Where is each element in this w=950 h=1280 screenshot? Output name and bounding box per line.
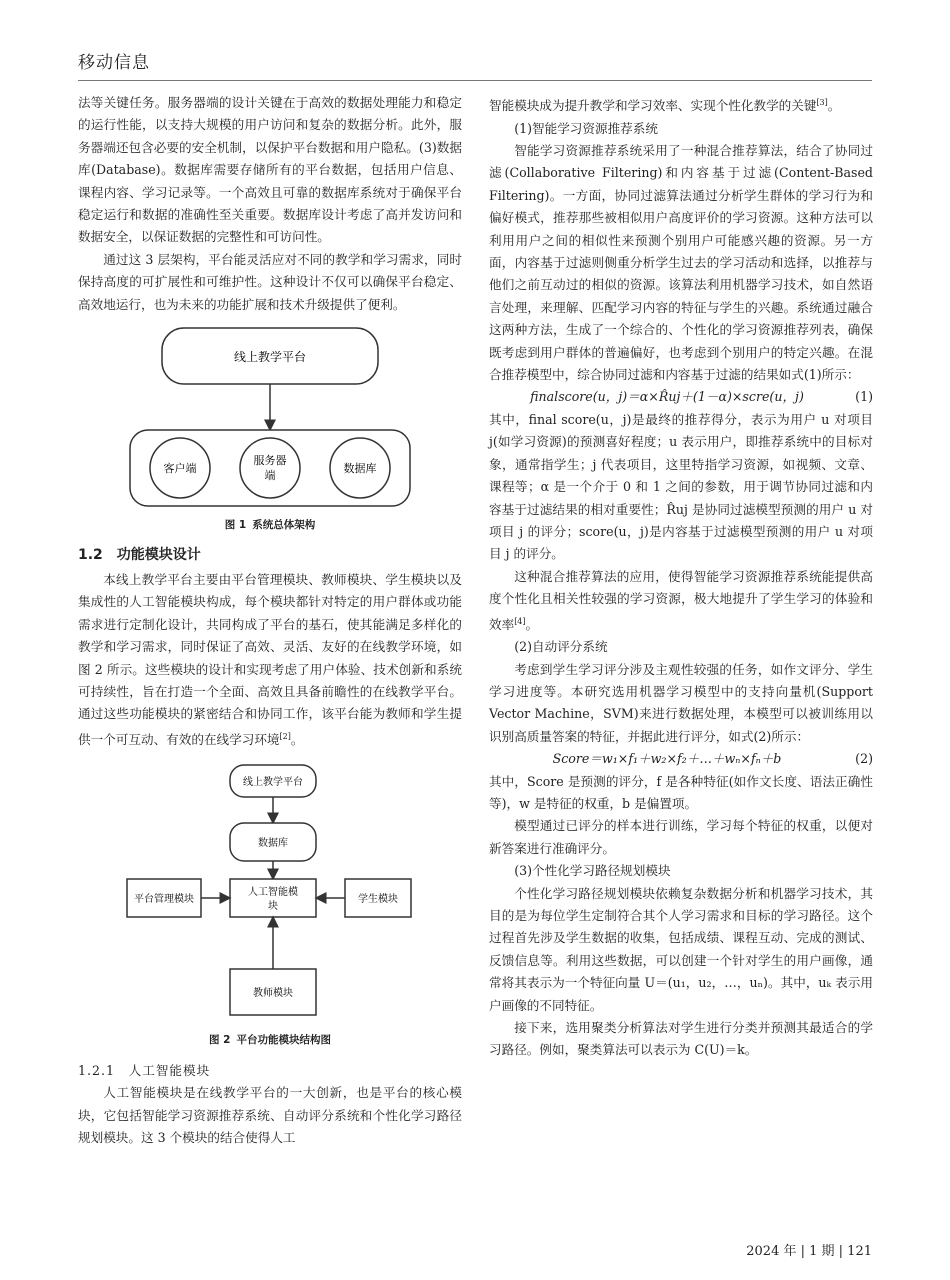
admin-module-label: 平台管理模块 (134, 894, 194, 906)
section-heading: 1.2 功能模块设计 (78, 547, 201, 564)
server-node (240, 438, 300, 498)
paragraph-text: 本线上教学平台主要由平台管理模块、教师模块、学生模块以及集成性的人工智能模块构成，每个模块都针对特定的用户群体或功能需求进行定制化设计，共同构成了平台的基石，使其能满足多样化的教学和学习需求，同时保证了高效、灵活、友好的在线教学环境，如图 2 所示。这些模块的设计和实现考虑了用户体验、技术创新和系统可持续性，旨在打造一个全面、高效且具备前瞻性的在线教学平台。通过这些功能模块的紧密结合和协同工作，该平台能为教师和学生提供一个可互动、有效的在线学习环境 (78, 571, 462, 747)
paragraph: 其中，final score(u，j)是最终的推荐得分，表示为用户 u 对项目 j(如学习资源)的预测喜好程度；u 表示用户，即推荐系统中的目标对象，通常指学生；j 代表项目，这里特指学习资源，如视频、文章、课程等；α 是一个介于 0 和 1 之间的参数，用于调节协同过滤和内容基于过滤结果的相对重要性；R̂uj 是协同过滤模型预测的用户 u 对项目 j 的评分；score(u，j)是内容基于过滤模型预测的用户 u 对项目 j 的评分。 (489, 411, 873, 562)
ai-module-label: 人工智能模 (248, 887, 298, 899)
paragraph-text: 这种混合推荐算法的应用，使得智能学习资源推荐系统能提供高度个性化且相关性较强的学习资源，极大地提升了学生学习的体验和效率 (489, 568, 873, 632)
header-rule (78, 80, 872, 81)
equation-number: (1) (855, 389, 873, 405)
journal-title: 移动信息 (78, 53, 150, 73)
citation: [4] (514, 616, 526, 626)
caption-text: 平台功能模块结构图 (236, 1034, 331, 1047)
paragraph: 接下来，选用聚类分析算法对学生进行分类并预测其最适合的学习路径。例如，聚类算法可以表示为 C(U)＝k。 (489, 1020, 873, 1058)
caption-label: 图 2 (209, 1034, 231, 1047)
teacher-module-label: 教师模块 (253, 988, 293, 1000)
platform-node-label: 线上教学平台 (233, 350, 307, 365)
architecture-diagram (120, 326, 420, 510)
citation: [3] (816, 98, 828, 107)
database-node-label: 数据库 (258, 838, 288, 850)
paragraph: 个性化学习路径规划模块依赖复杂数据分析和机器学习技术，其目的是为每位学生定制符合其个人学习需求和目标的学习路径。这个过程首先涉及学生数据的收集，包括成绩、课程互动、完成的测试、反馈信息等。利用这些数据，可以创建一个针对学生的用户画像，通常将其表示为一个特征向量 U＝(u₁，u₂，…，uₙ)。其中，uₖ 表示用户画像的不同特征。 (489, 885, 873, 1013)
figure-2 (125, 761, 415, 1025)
student-module-label: 学生模块 (358, 894, 398, 906)
subheading: (1)智能学习资源推荐系统 (514, 120, 658, 136)
paragraph (78, 569, 462, 751)
paragraph (489, 92, 873, 118)
server-node-label: 端 (264, 469, 276, 483)
right-column (489, 92, 873, 1062)
database-node-label: 数据库 (343, 462, 377, 476)
caption-label: 图 1 (224, 519, 247, 532)
paragraph-end: 。 (525, 616, 539, 632)
platform-node-label: 线上教学平台 (243, 777, 303, 789)
paragraph: 其中，Score 是预测的评分，f 是各种特征(如作文长度、语法正确性等)，w 是特征的权重，b 是偏置项。 (489, 773, 873, 811)
figure-1-caption (78, 514, 462, 536)
figure-2-caption (78, 1029, 462, 1051)
left-column (78, 92, 462, 1149)
equation-text: Score＝w₁×f₁＋w₂×f₂＋…＋wₙ×fₙ＋b (552, 751, 782, 767)
equation-1 (489, 386, 873, 408)
paragraph: 法等关键任务。服务器端的设计关键在于高效的数据处理能力和稳定的运行性能，以支持大规模的用户访问和复杂的数据分析。此外，服务器端还包含必要的安全机制，以保护平台数据和用户隐私。(3)数据库(Database)。数据库需要存储所有的平台数据，包括用户信息、课程内容、学习记录等。一个高效且可靠的数据库系统对于确保平台稳定运行和数据的准确性至关重要。数据库设计考虑了高并发访问和数据安全，以保证数据的完整性和可访问性。 (78, 95, 462, 245)
subheading: (2)自动评分系统 (514, 639, 608, 655)
page-footer: 2024 年 | 1 期 | 121 (746, 1244, 872, 1259)
citation: [2] (279, 731, 291, 741)
module-structure-diagram (125, 761, 415, 1025)
server-node-label: 服务器 (253, 454, 287, 468)
equation-2 (489, 748, 873, 770)
subsection-heading: 1.2.1 人工智能模块 (78, 1062, 211, 1078)
client-node-label: 客户端 (163, 462, 197, 476)
paragraph: 人工智能模块是在线教学平台的一大创新，也是平台的核心模块，它包括智能学习资源推荐系统、自动评分系统和个性化学习路径规划模块。这 3 个模块的结合使得人工 (78, 1085, 462, 1145)
subheading: (3)个性化学习路径规划模块 (514, 863, 671, 879)
equation-text: finalscore(u，j)＝α×R̂uj＋(1－α)×scre(u，j) (530, 389, 804, 405)
caption-text: 系统总体架构 (252, 519, 316, 532)
paragraph-end: 。 (290, 731, 304, 747)
figure-1 (120, 326, 420, 510)
paragraph (489, 566, 873, 636)
paragraph-text: 智能模块成为提升教学和学习效率、实现个性化教学的关键 (489, 98, 817, 114)
paragraph: 通过这 3 层架构，平台能灵活应对不同的教学和学习需求，同时保持高度的可扩展性和可维护性。这种设计不仅可以确保平台稳定、高效地运行，也为未来的功能扩展和技术升级提供了便利。 (78, 251, 462, 312)
ai-module-label: 块 (268, 901, 278, 913)
paragraph-end: 。 (827, 98, 841, 114)
equation-number: (2) (855, 751, 873, 767)
paragraph: 考虑到学生学习评分涉及主观性较强的任务，如作文评分、学生学习进度等。本研究选用机器学习模型中的支持向量机(Support Vector Machine，SVM)来进行数据处理，本模型可以被训练用以识别高质量答案的特征，并据此进行评分，如式(2)所示： (489, 661, 873, 744)
paragraph: 智能学习资源推荐系统采用了一种混合推荐算法，结合了协同过滤(Collaborative Filtering)和内容基于过滤(Content-Based Filtering)。一方面，协同过滤算法通过分析学生群体的学习行为和偏好模式，推荐那些被相似用户高度评价的学习资源。这种方法可以利用用户之间的相似性来预测个别用户可能感兴趣的资源。另一方面，内容基于过滤则侧重分析学生过去的学习活动和选择，以推荐与他们之前互动过的相似的资源。该算法利用机器学习技术，如自然语言处理，来理解、匹配学习内容的特征与学生的兴趣。系统通过融合这两种方法，生成了一个综合的、个性化的学习资源推荐列表，确保既考虑到用户群体的普遍偏好，也考虑到个别用户的特定兴趣。在混合推荐模型中，综合协同过滤和内容基于过滤的结果如式(1)所示： (489, 143, 873, 383)
paragraph: 模型通过已评分的样本进行训练，学习每个特征的权重，以便对新答案进行准确评分。 (489, 818, 873, 856)
